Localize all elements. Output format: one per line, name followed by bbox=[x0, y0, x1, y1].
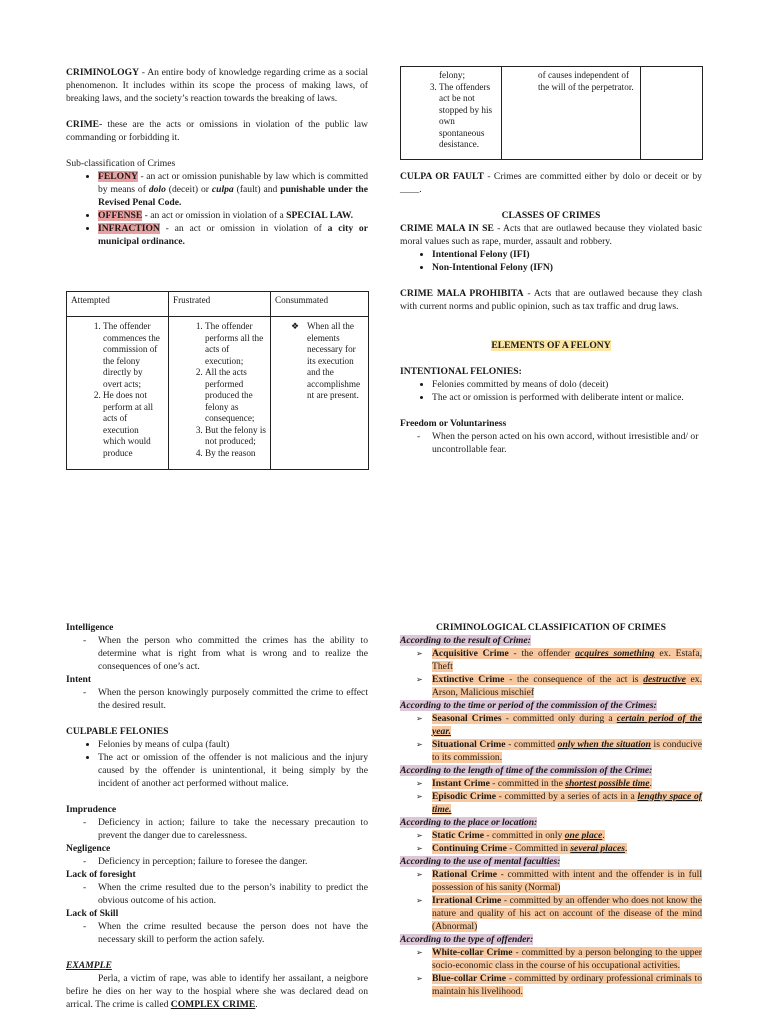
consummated-cell: ❖ When all the elements necessary for its execution and the accomplishme nt are present. bbox=[271, 317, 369, 470]
criminology-definition: CRIMINOLOGY - An entire body of knowledge regarding crime as a social phenomenon. It includes within its scope the process of making laws, of breaking laws, and the society’s reaction towards the breaking of laws. bbox=[66, 67, 368, 104]
stages-table bbox=[66, 291, 369, 470]
intelligence-title: Intelligence bbox=[66, 622, 114, 633]
list-item: • Intentional Felony (IFI) bbox=[432, 248, 702, 261]
top-left-column bbox=[66, 66, 368, 248]
group-heading: According to the time or period of the commission of the Crimes: bbox=[400, 700, 657, 711]
list-item: - When the crime resulted because the person does not have the necessary skill to perform the action safely. bbox=[98, 920, 368, 946]
group-heading: According to the place or location: bbox=[400, 817, 538, 828]
list-item: • INFRACTION - an act or omission in violation of a city or municipal ordinance. bbox=[98, 222, 368, 248]
subclass-title: Sub-classification of Crimes bbox=[66, 158, 176, 169]
intent-title: Intent bbox=[66, 674, 92, 685]
list-item: 1. The offender commences the commission of the felony directly by overt acts; bbox=[103, 321, 162, 390]
list-item: - When the crime resulted due to the person’s inability to predict the obvious outcome of his action. bbox=[98, 881, 368, 907]
list-item: ➢ Situational Crime - committed only when the situation is conducive to its commission. bbox=[432, 738, 702, 764]
culpa-definition: CULPA OR FAULT - Crimes are committed either by dolo or deceit or by ____. bbox=[400, 171, 702, 195]
list-item: • FELONY - an act or omission punishable by law which is committed by means of dolo (deceit) or culpa (fault) and punishable under the Revised Penal Code. bbox=[98, 170, 368, 209]
attempted-cell-continued: felony; 3. The offenders act be not stopped by his own spontaneous desistance. bbox=[401, 67, 502, 160]
list-item: • The act or omission is performed with deliberate intent or malice. bbox=[432, 391, 702, 404]
list-item: 1. The offender performs all the acts of execution; bbox=[205, 321, 266, 367]
intentional-list bbox=[400, 378, 702, 404]
list-item: ➢ Rational Crime - committed with intent and the offender is in full possession of his sanity (Normal) bbox=[432, 868, 702, 894]
list-item: • OFFENSE - an act or omission in violation of a SPECIAL LAW. bbox=[98, 209, 368, 222]
group-heading: According to the result of Crime: bbox=[400, 635, 531, 646]
imprudence-title: Imprudence bbox=[66, 804, 117, 815]
skill-title: Lack of Skill bbox=[66, 908, 119, 919]
bottom-right-column bbox=[400, 621, 702, 998]
list-item: ➢ Static Crime - committed in only one place. bbox=[432, 829, 702, 842]
group-heading: According to the use of mental faculties: bbox=[400, 856, 561, 867]
stages-table-continued bbox=[400, 66, 703, 160]
freedom-list bbox=[400, 430, 702, 456]
list-item: • Felonies committed by means of dolo (deceit) bbox=[432, 378, 702, 391]
list-item: ➢ Instant Crime - committed in the shortest possible time. bbox=[432, 777, 702, 790]
consummated-cell-continued bbox=[641, 67, 703, 160]
subclass-list bbox=[66, 170, 368, 248]
list-item: ➢ Blue-collar Crime - committed by ordinary professional criminals to maintain his livelihood. bbox=[432, 972, 702, 998]
list-item: - Deficiency in action; failure to take the necessary precaution to prevent the danger due to carelessness. bbox=[98, 816, 368, 842]
intentional-title: INTENTIONAL FELONIES: bbox=[400, 366, 522, 377]
list-item: 3. The offenders act be not stopped by his own spontaneous desistance. bbox=[439, 82, 497, 151]
foresight-title: Lack of foresight bbox=[66, 869, 136, 880]
mala-in-se-list bbox=[400, 248, 702, 274]
list-item: 2. He does not perform at all acts of execution which would produce bbox=[103, 390, 162, 459]
table-header: Consummated bbox=[271, 292, 369, 317]
list-item: 3. But the felony is not produced; bbox=[205, 425, 266, 448]
classes-title: CLASSES OF CRIMES bbox=[501, 210, 601, 221]
freedom-title: Freedom or Voluntariness bbox=[400, 418, 507, 429]
list-item: 2. All the acts performed produced the felony as consequence; bbox=[205, 367, 266, 425]
criminological-title: CRIMINOLOGICAL CLASSIFICATION OF CRIMES bbox=[435, 622, 666, 633]
mala-prohibita-definition: CRIME MALA PROHIBITA - Acts that are outlawed because they clash with current norms and public opinion, such as tax traffic and drug laws. bbox=[400, 288, 702, 312]
group-heading: According to the length of time of the commission of the Crime: bbox=[400, 765, 653, 776]
list-item: - When the person acted on his own accord, without irresistible and/ or uncontrollable fear. bbox=[432, 430, 702, 456]
list-item: • The act or omission of the offender is not malicious and the injury caused by the offender is unintentional, it being simply by the incident of another act performed without malice. bbox=[98, 751, 368, 790]
attempted-cell bbox=[67, 317, 169, 470]
table-header: Frustrated bbox=[169, 292, 271, 317]
list-item: - When the person knowingly purposely committed the crime to effect the desired result. bbox=[98, 686, 368, 712]
negligence-title: Negligence bbox=[66, 843, 111, 854]
list-item: • Felonies by means of culpa (fault) bbox=[98, 738, 368, 751]
list-item: 4. By the reason bbox=[205, 448, 266, 460]
list-item: ➢ Acquisitive Crime - the offender acquires something ex. Estafa, Theft bbox=[432, 647, 702, 673]
list-item: - Deficiency in perception; failure to foresee the danger. bbox=[98, 855, 368, 868]
crime-definition: CRIME- these are the acts or omissions in violation of the public law commanding or forbidding it. bbox=[66, 119, 368, 143]
table-header: Attempted bbox=[67, 292, 169, 317]
list-item: ➢ White-collar Crime - committed by a person belonging to the upper socio-economic class in the course of his occupational activities. bbox=[432, 946, 702, 972]
list-item: - When the person who committed the crimes has the ability to determine what is right from what is wrong and to realize the consequences of one’s act. bbox=[98, 634, 368, 673]
list-item: ➢ Irrational Crime - committed by an offender who does not know the nature and quality of his act on account of the disease of the mind (Abnormal) bbox=[432, 894, 702, 933]
list-item: ➢ Extinctive Crime - the consequence of the act is destructive ex. Arson, Malicious mischief bbox=[432, 673, 702, 699]
list-item: ➢ Continuing Crime - Committed in several places. bbox=[432, 842, 702, 855]
list-item: • Non-Intentional Felony (IFN) bbox=[432, 261, 702, 274]
frustrated-cell-continued: of causes independent of the will of the perpetrator. bbox=[502, 67, 641, 160]
example-title: EXAMPLE bbox=[66, 960, 112, 971]
example-text: Perla, a victim of rape, was able to identify her assailant, a neigbore befire he dies on her way to the hospial where she was declared dead on arrical. The crime is called COMPLEX CRIME. bbox=[66, 973, 368, 1010]
diamond-bullet-icon: ❖ bbox=[291, 321, 300, 331]
mala-in-se-definition: CRIME MALA IN SE - Acts that are outlawed because they violated basic moral values such as rape, murder, assault and robbery. bbox=[400, 223, 703, 247]
list-item: ➢ Seasonal Crimes - committed only during a certain period of the year. bbox=[432, 712, 702, 738]
top-right-column bbox=[400, 170, 702, 456]
bottom-left-column bbox=[66, 621, 368, 1011]
frustrated-cell bbox=[169, 317, 271, 470]
group-heading: According to the type of offender: bbox=[400, 934, 534, 945]
list-item: ➢ Episodic Crime - committed by a series of acts in a lengthy space of time. bbox=[432, 790, 702, 816]
culpable-title: CULPABLE FELONIES bbox=[66, 726, 169, 737]
elements-title: ELEMENTS OF A FELONY bbox=[491, 340, 611, 351]
